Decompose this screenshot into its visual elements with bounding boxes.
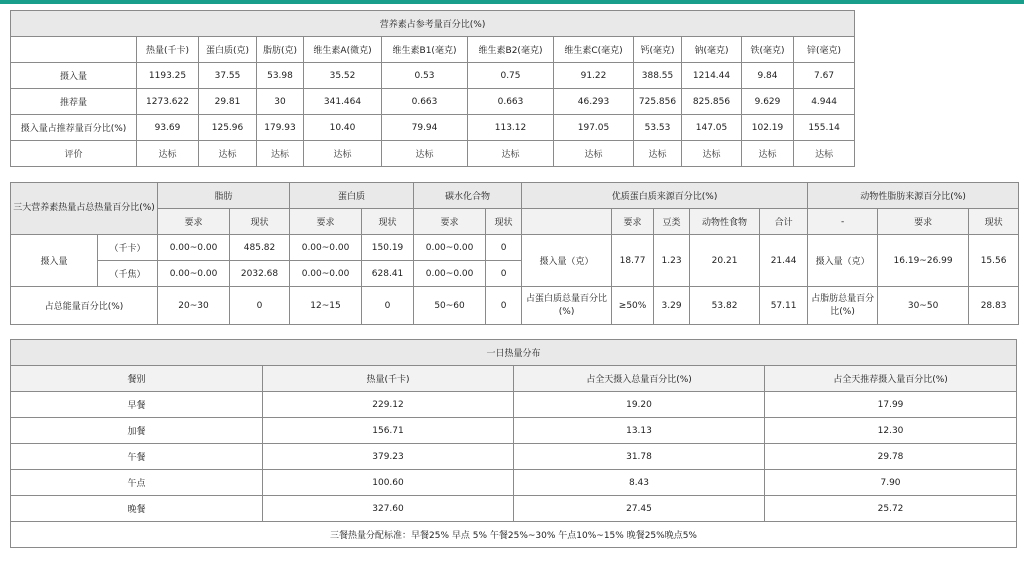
header-cell: 热量(千卡) xyxy=(263,366,514,392)
table-cell: 0.663 xyxy=(382,89,468,115)
table-cell: 46.293 xyxy=(554,89,634,115)
kj-unit-label: （千焦） xyxy=(98,261,158,287)
table-cell: 35.52 xyxy=(304,63,382,89)
evaluation-cell: 达标 xyxy=(742,141,794,167)
table-cell: 113.12 xyxy=(468,115,554,141)
table-cell: 30~50 xyxy=(878,287,969,325)
table-cell: 37.55 xyxy=(199,63,257,89)
table-cell: 12.30 xyxy=(765,418,1017,444)
nutrient-header-row xyxy=(11,37,855,63)
total-header: 合计 xyxy=(760,209,808,235)
header-cell: 钠(毫克) xyxy=(682,37,742,63)
table-cell: 57.11 xyxy=(760,287,808,325)
table-cell: 379.23 xyxy=(263,444,514,470)
table-cell: 155.14 xyxy=(794,115,855,141)
qp-intake-label: 摄入量（克） xyxy=(522,235,612,287)
header-cell: 钙(毫克) xyxy=(634,37,682,63)
table-cell: 93.69 xyxy=(137,115,199,141)
table-cell: 29.78 xyxy=(765,444,1017,470)
table-cell: 0.00~0.00 xyxy=(158,235,230,261)
header-cell: 占全天摄入总量百分比(%) xyxy=(514,366,765,392)
evaluation-cell: 达标 xyxy=(382,141,468,167)
table-cell: 28.83 xyxy=(969,287,1019,325)
fat-header: 脂肪 xyxy=(158,183,290,209)
table-cell: ≥50% xyxy=(612,287,654,325)
row-label: 评价 xyxy=(11,141,137,167)
table-cell: 179.93 xyxy=(257,115,304,141)
table-cell: 0.00~0.00 xyxy=(158,261,230,287)
table-cell: 100.60 xyxy=(263,470,514,496)
meal-name: 午餐 xyxy=(11,444,263,470)
beans-header: 豆类 xyxy=(654,209,690,235)
row-label: 摄入量 xyxy=(11,63,137,89)
table-cell: 2032.68 xyxy=(230,261,290,287)
af-intake-label: 摄入量（克） xyxy=(808,235,878,287)
table-cell: 30 xyxy=(257,89,304,115)
row-label: 推荐量 xyxy=(11,89,137,115)
header-cell xyxy=(11,37,137,63)
meal-table-title: 一日热量分布 xyxy=(11,340,1017,366)
table-cell: 91.22 xyxy=(554,63,634,89)
evaluation-cell: 达标 xyxy=(199,141,257,167)
table-row xyxy=(11,418,1017,444)
meal-name: 午点 xyxy=(11,470,263,496)
dash-header: - xyxy=(808,209,878,235)
header-cell: 维生素B1(毫克) xyxy=(382,37,468,63)
meal-name: 早餐 xyxy=(11,392,263,418)
table-cell: 0.00~0.00 xyxy=(290,261,362,287)
header-cell: 铁(毫克) xyxy=(742,37,794,63)
table-cell: 8.43 xyxy=(514,470,765,496)
table-row xyxy=(11,496,1017,522)
macro-table-corner: 三大营养素热量占总热量百分比(%) xyxy=(11,183,158,235)
table-cell: 1.23 xyxy=(654,235,690,287)
table-cell: 50~60 xyxy=(414,287,486,325)
table-row xyxy=(11,63,855,89)
table-cell: 0.00~0.00 xyxy=(414,235,486,261)
table-cell: 825.856 xyxy=(682,89,742,115)
requirement-header: 要求 xyxy=(414,209,486,235)
table-cell: 53.82 xyxy=(690,287,760,325)
header-cell: 热量(千卡) xyxy=(137,37,199,63)
table-cell: 16.19~26.99 xyxy=(878,235,969,287)
meal-name: 晚餐 xyxy=(11,496,263,522)
blank-header xyxy=(522,209,612,235)
header-cell: 维生素A(微克) xyxy=(304,37,382,63)
current-header: 现状 xyxy=(486,209,522,235)
table-cell: 0.00~0.00 xyxy=(414,261,486,287)
table-cell: 0 xyxy=(362,287,414,325)
table-cell: 1214.44 xyxy=(682,63,742,89)
evaluation-cell: 达标 xyxy=(794,141,855,167)
nutrient-percentage-table xyxy=(10,10,855,167)
table-row xyxy=(11,444,1017,470)
table-cell: 13.13 xyxy=(514,418,765,444)
macronutrient-table xyxy=(10,182,1019,325)
table-cell: 17.99 xyxy=(765,392,1017,418)
current-header: 现状 xyxy=(230,209,290,235)
table-cell: 29.81 xyxy=(199,89,257,115)
table-cell: 0 xyxy=(486,287,522,325)
header-cell: 维生素C(毫克) xyxy=(554,37,634,63)
table-row xyxy=(11,470,1017,496)
energy-pct-label: 占总能量百分比(%) xyxy=(11,287,158,325)
table-cell: 20.21 xyxy=(690,235,760,287)
header-cell: 餐别 xyxy=(11,366,263,392)
table-cell: 25.72 xyxy=(765,496,1017,522)
table-cell: 12~15 xyxy=(290,287,362,325)
evaluation-cell: 达标 xyxy=(554,141,634,167)
table-cell: 1193.25 xyxy=(137,63,199,89)
evaluation-cell: 达标 xyxy=(682,141,742,167)
table-row xyxy=(11,141,855,167)
table-cell: 388.55 xyxy=(634,63,682,89)
current-header: 现状 xyxy=(362,209,414,235)
table-cell: 0.53 xyxy=(382,63,468,89)
table-cell: 0 xyxy=(486,261,522,287)
table-cell: 1273.622 xyxy=(137,89,199,115)
requirement-header: 要求 xyxy=(290,209,362,235)
header-cell: 锌(毫克) xyxy=(794,37,855,63)
evaluation-cell: 达标 xyxy=(468,141,554,167)
table-cell: 0.75 xyxy=(468,63,554,89)
meal-name: 加餐 xyxy=(11,418,263,444)
requirement-header: 要求 xyxy=(612,209,654,235)
animal-fat-header: 动物性脂肪来源百分比(%) xyxy=(808,183,1019,209)
carb-header: 碳水化合物 xyxy=(414,183,522,209)
top-accent-bar xyxy=(0,0,1024,4)
evaluation-cell: 达标 xyxy=(257,141,304,167)
table-cell: 79.94 xyxy=(382,115,468,141)
evaluation-cell: 达标 xyxy=(304,141,382,167)
table-cell: 197.05 xyxy=(554,115,634,141)
qp-pct-label: 占蛋白质总量百分比(%) xyxy=(522,287,612,325)
table-cell: 0.00~0.00 xyxy=(290,235,362,261)
table-cell: 102.19 xyxy=(742,115,794,141)
table-cell: 53.53 xyxy=(634,115,682,141)
table-row xyxy=(11,115,855,141)
requirement-header: 要求 xyxy=(158,209,230,235)
table-cell: 21.44 xyxy=(760,235,808,287)
meal-distribution-table xyxy=(10,339,1017,548)
table-cell: 147.05 xyxy=(682,115,742,141)
evaluation-cell: 达标 xyxy=(137,141,199,167)
protein-header: 蛋白质 xyxy=(290,183,414,209)
table-cell: 9.629 xyxy=(742,89,794,115)
quality-protein-header: 优质蛋白质来源百分比(%) xyxy=(522,183,808,209)
current-header: 现状 xyxy=(969,209,1019,235)
nutrient-table-title: 营养素占参考量百分比(%) xyxy=(11,11,855,37)
header-cell: 占全天推荐摄入量百分比(%) xyxy=(765,366,1017,392)
animal-food-header: 动物性食物 xyxy=(690,209,760,235)
table-cell: 7.90 xyxy=(765,470,1017,496)
table-cell: 3.29 xyxy=(654,287,690,325)
table-cell: 27.45 xyxy=(514,496,765,522)
table-cell: 485.82 xyxy=(230,235,290,261)
table-cell: 725.856 xyxy=(634,89,682,115)
table-cell: 156.71 xyxy=(263,418,514,444)
meal-standard-note: 三餐热量分配标准：早餐25% 早点 5% 午餐25%~30% 午点10%~15% 晚餐25%晚点5% xyxy=(11,522,1017,548)
table-cell: 18.77 xyxy=(612,235,654,287)
table-row xyxy=(11,392,1017,418)
table-cell: 327.60 xyxy=(263,496,514,522)
table-cell: 10.40 xyxy=(304,115,382,141)
table-cell: 341.464 xyxy=(304,89,382,115)
table-cell: 31.78 xyxy=(514,444,765,470)
table-cell: 19.20 xyxy=(514,392,765,418)
header-cell: 脂肪(克) xyxy=(257,37,304,63)
table-cell: 0.663 xyxy=(468,89,554,115)
table-row xyxy=(11,89,855,115)
af-pct-label: 占脂肪总量百分比(%) xyxy=(808,287,878,325)
table-cell: 628.41 xyxy=(362,261,414,287)
table-cell: 125.96 xyxy=(199,115,257,141)
table-cell: 15.56 xyxy=(969,235,1019,287)
header-cell: 蛋白质(克) xyxy=(199,37,257,63)
table-cell: 0 xyxy=(230,287,290,325)
table-cell: 4.944 xyxy=(794,89,855,115)
kcal-unit-label: （千卡） xyxy=(98,235,158,261)
table-cell: 7.67 xyxy=(794,63,855,89)
requirement-header: 要求 xyxy=(878,209,969,235)
table-cell: 150.19 xyxy=(362,235,414,261)
table-cell: 20~30 xyxy=(158,287,230,325)
table-cell: 0 xyxy=(486,235,522,261)
table-cell: 53.98 xyxy=(257,63,304,89)
intake-label: 摄入量 xyxy=(11,235,98,287)
row-label: 摄入量占推荐量百分比(%) xyxy=(11,115,137,141)
table-cell: 229.12 xyxy=(263,392,514,418)
evaluation-cell: 达标 xyxy=(634,141,682,167)
header-cell: 维生素B2(毫克) xyxy=(468,37,554,63)
table-cell: 9.84 xyxy=(742,63,794,89)
